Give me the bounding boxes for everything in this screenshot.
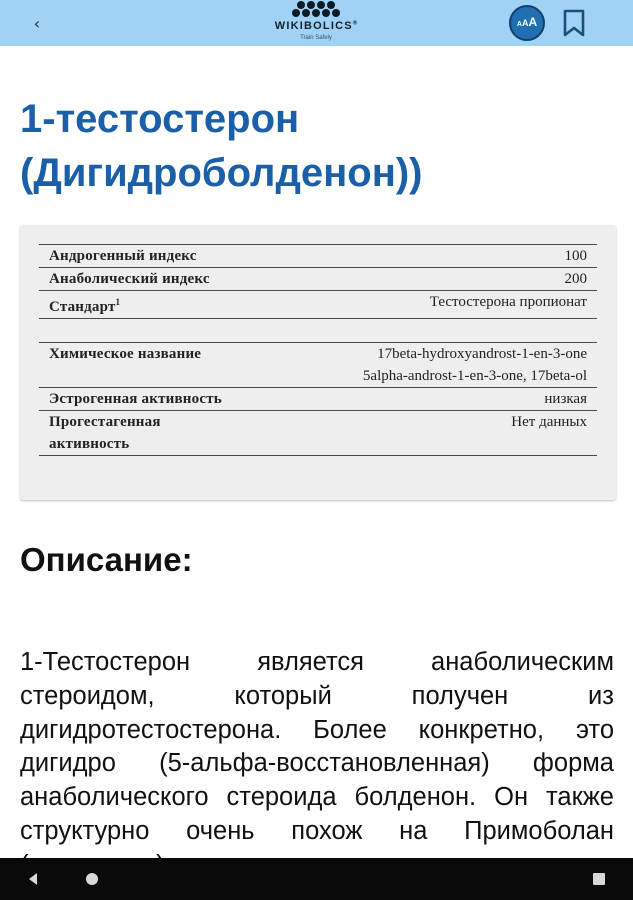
- row-label: Анаболический индекс: [39, 268, 254, 291]
- table-row: [39, 291, 597, 319]
- row-value: 200: [254, 268, 597, 291]
- table-row: [39, 343, 597, 388]
- row-label: Стандарт$^1$: [39, 291, 254, 319]
- description-text: 1-Тестостерон является анаболическим стероидом, который получен из дигидротестостерона. Более конкретно, это дигидро (5-альфа-восстановленная) форма анаболического стероида болденон. Он также структурно очень похож на Примоболан: [20, 648, 614, 845]
- footnote-link[interactable]: 1: [115, 297, 121, 307]
- properties-table: [39, 244, 597, 456]
- row-value: 17beta-hydroxyandrost-1-en-3-one 5alpha-androst-1-en-3-one, 17beta-ol: [254, 343, 597, 388]
- table-row: [39, 411, 597, 456]
- row-value: Нет данных: [254, 411, 597, 456]
- table-row: [39, 388, 597, 411]
- back-button[interactable]: [22, 8, 52, 38]
- circle-home-icon[interactable]: [86, 873, 98, 885]
- logo-tagline: Train Safely: [300, 35, 332, 41]
- square-recents-icon[interactable]: [593, 873, 605, 885]
- hexagon-dots-logo-icon: [290, 1, 342, 17]
- row-label: Химическое название: [39, 343, 254, 388]
- triangle-back-icon[interactable]: [26, 872, 40, 886]
- row-label: Андрогенный индекс: [39, 245, 254, 268]
- font-size-button[interactable]: [509, 5, 545, 41]
- row-value: Тестостерона пропионат: [254, 291, 597, 319]
- row-value: низкая: [254, 388, 597, 411]
- table-spacer: [39, 319, 597, 343]
- table-row: [39, 245, 597, 268]
- page-title: 1-тестостерон (Дигидроболденон)): [20, 97, 423, 195]
- row-label: Эстрогенная активность: [39, 388, 254, 411]
- system-nav-bar: [0, 858, 633, 900]
- app-bar: [0, 0, 633, 46]
- bookmark-icon[interactable]: [562, 9, 586, 37]
- row-value: 100: [254, 245, 597, 268]
- description-heading: Описание:: [20, 541, 193, 578]
- font-size-icon: AAA: [516, 15, 538, 29]
- logo-wordmark: WIKIBOLICS®: [274, 20, 358, 32]
- table-row: [39, 268, 597, 291]
- row-label: Прогестагенная активность: [39, 411, 254, 456]
- properties-card: [20, 225, 616, 500]
- wikibolics-logo: [266, 0, 366, 46]
- chevron-left-icon: ‹: [33, 13, 41, 33]
